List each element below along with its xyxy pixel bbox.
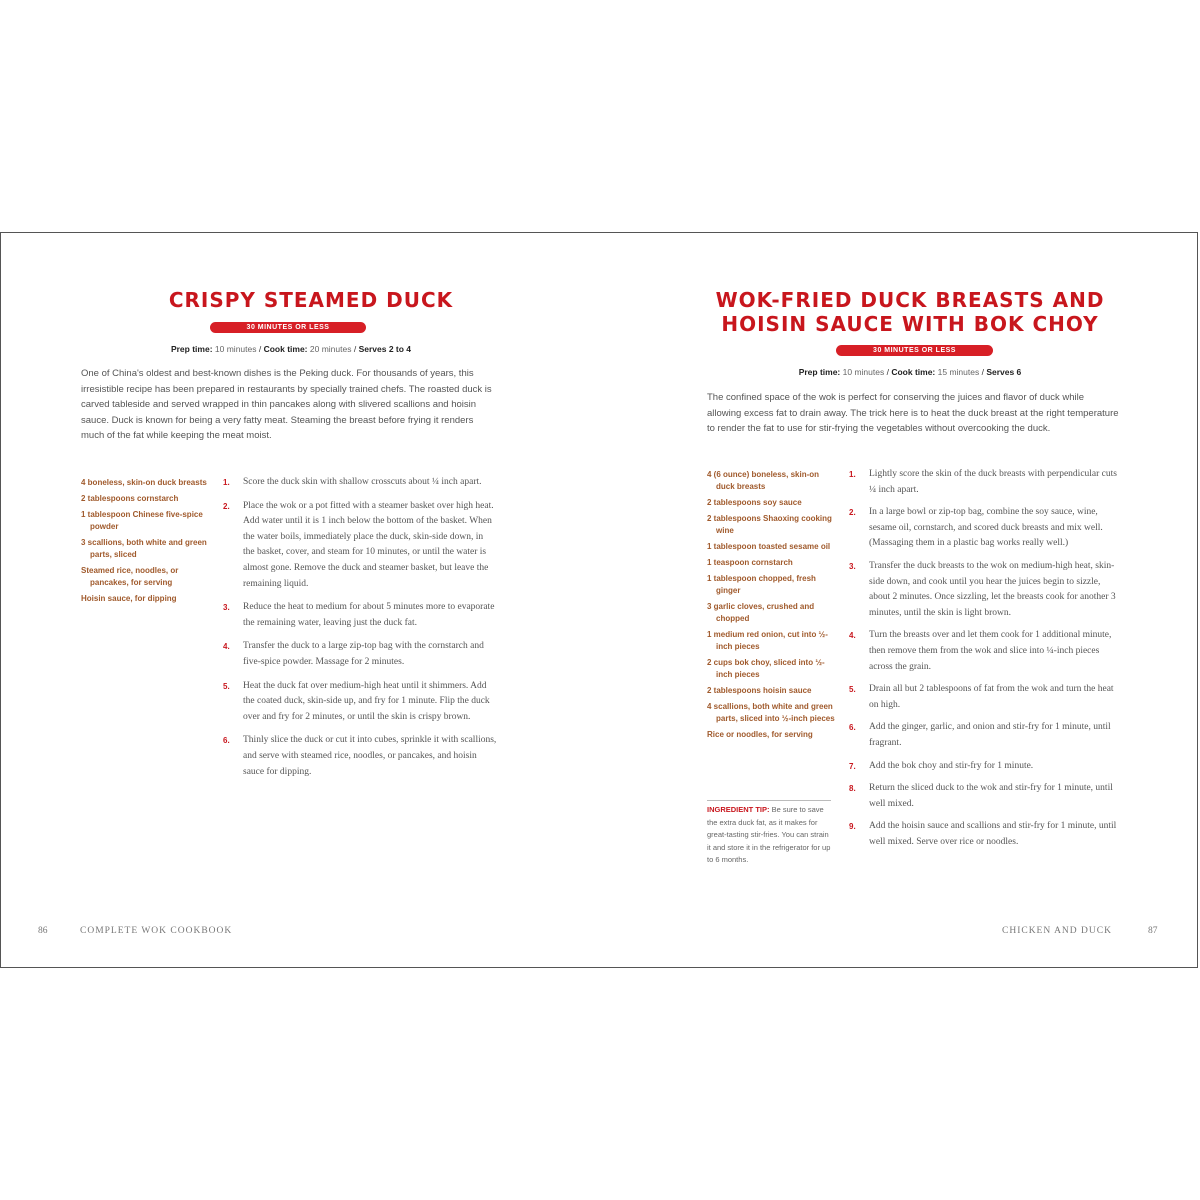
ingredient-list [81, 477, 211, 609]
step-number: 4. [223, 642, 230, 652]
step-item [223, 475, 497, 491]
recipe-intro: The confined space of the wok is perfect for conserving the juices and flavor of duck while allowing excess fat to drain away. The trick here is to heat the duck breast at the right temperature to render the fat to use for stir-frying the vegetables without overcooking the duck. [707, 392, 1119, 435]
recipe-title-line: HOISIN SAUCE WITH BOK CHOY [721, 312, 1099, 336]
step-text: Heat the duck fat over medium-high heat until it shimmers. Add the coated duck, skin-side up, and fry for 1 minute. Flip the duck over and fry for 2 minutes, or until the skin is crispy brown. [243, 680, 490, 722]
step-item [223, 600, 497, 631]
cook-label: Cook time: [891, 367, 936, 377]
step-item [849, 720, 1121, 751]
step-text: Lightly score the skin of the duck breasts with perpendicular cuts ¼ inch apart. [869, 469, 1117, 495]
left-page [1, 233, 600, 967]
step-number: 1. [849, 470, 856, 479]
right-page [600, 233, 1199, 967]
step-number: 3. [223, 603, 230, 613]
ingredient-item: 1 teaspoon cornstarch [707, 558, 793, 567]
ingredient-item: 2 tablespoons hoisin sauce [707, 686, 812, 695]
prep-label: Prep time: [798, 367, 841, 377]
step-item [223, 679, 497, 726]
book-spread [0, 232, 1198, 968]
ingredient-item: 4 (6 ounce) boneless, skin-on duck breasts [707, 470, 820, 491]
step-number: 7. [849, 761, 856, 771]
cook-value: 20 minutes [309, 344, 352, 354]
time-badge: 30 MINUTES OR LESS [836, 345, 993, 356]
step-text: Score the duck skin with shallow crosscuts about ¼ inch apart. [243, 477, 482, 487]
recipe-title-line: WOK-FRIED DUCK BREASTS AND [715, 288, 1105, 312]
page-number: 87 [1148, 926, 1158, 936]
ingredient-tip [707, 800, 833, 867]
ingredient-item: 2 tablespoons cornstarch [81, 494, 179, 503]
step-number: 1. [223, 478, 230, 487]
step-number: 2. [223, 501, 230, 511]
ingredient-item: 2 tablespoons soy sauce [707, 498, 802, 507]
step-text: Transfer the duck to a large zip-top bag with the cornstarch and five-spice powder. Massage for 2 minutes. [243, 641, 484, 667]
recipe-intro: One of China's oldest and best-known dishes is the Peking duck. For thousands of years, this irresistible recipe has been prepared in restaurants by specially trained chefs. The roasted duck is carved tableside and served wrapped in thin pancakes along with slivered scallions and hoisin sauce. Duck is known for being a very fatty meat. Steaming the breast before frying it renders much of the fat while keeping the meat moist. [81, 368, 492, 442]
step-text: Reduce the heat to medium for about 5 minutes more to evaporate the remaining water, leaving just the duck fat. [243, 602, 495, 628]
cook-label: Cook time: [263, 344, 308, 354]
recipe-meta: Prep time: 10 minutes / Cook time: 15 minutes / Serves 6 [798, 367, 1022, 377]
step-text: In a large bowl or zip-top bag, combine the soy sauce, wine, sesame oil, cornstarch, and scored duck breasts and mix well. (Massaging them in a plastic bag works really well.) [869, 507, 1103, 549]
step-item [223, 639, 497, 670]
ingredient-item: 1 tablespoon toasted sesame oil [707, 542, 831, 551]
step-number: 8. [849, 784, 856, 794]
step-item [849, 628, 1121, 675]
step-item [849, 759, 1121, 775]
step-list [223, 475, 497, 780]
step-number: 5. [223, 681, 230, 691]
step-text: Turn the breasts over and let them cook for 1 additional minute, then remove them from the wok and slice into ¼-inch pieces across the grain. [869, 630, 1112, 672]
prep-value: 10 minutes [214, 344, 257, 354]
ingredient-item: 1 tablespoon Chinese five-spice powder [81, 510, 203, 531]
step-item [849, 467, 1121, 498]
serves: Serves 2 to 4 [358, 344, 412, 354]
ingredient-item: Rice or noodles, for serving [707, 730, 813, 739]
step-text: Thinly slice the duck or cut it into cubes, sprinkle it with scallions, and serve with steamed rice, noodles, or pancakes, and hoisin sauce for dipping. [243, 735, 497, 777]
ingredient-item: 1 medium red onion, cut into ½-inch pieces [707, 630, 828, 651]
step-number: 6. [849, 723, 856, 733]
ingredient-item: 4 boneless, skin-on duck breasts [81, 478, 207, 487]
step-text: Add the ginger, garlic, and onion and stir-fry for 1 minute, until fragrant. [869, 722, 1111, 748]
serves: Serves 6 [986, 367, 1022, 377]
tip-label: INGREDIENT TIP: [707, 805, 770, 814]
tip-text: Be sure to save the extra duck fat, as it makes for great-tasting stir-fries. You can strain it and store it in the refrigerator for up to 6 months. [707, 805, 831, 864]
step-number: 4. [849, 631, 856, 641]
time-badge: 30 MINUTES OR LESS [210, 322, 366, 333]
ingredient-item: 4 scallions, both white and green parts, sliced into ½-inch pieces [707, 702, 835, 723]
step-item [849, 682, 1121, 713]
ingredient-list [707, 469, 837, 745]
step-text: Return the sliced duck to the wok and stir-fry for 1 minute, until well mixed. [869, 783, 1113, 809]
step-item [849, 505, 1121, 552]
prep-value: 10 minutes [842, 367, 885, 377]
tip-divider [707, 800, 831, 801]
step-text: Transfer the duck breasts to the wok on medium-high heat, skin-side down, and cook until you hear the juices begin to sizzle, about 2 minutes. Once sizzling, let the breasts cook for another 3 minutes, until the skin is light brown. [869, 560, 1116, 618]
step-text: Place the wok or a pot fitted with a steamer basket over high heat. Add water until it is 1 inch below the bottom of the basket. When the water boils, immediately place the duck, skin-side down, in the basket, cover, and steam for 10 minutes, or until the water is almost gone. Remove the duck and steamer basket, but leave the remaining liquid. [243, 500, 494, 589]
step-text: Drain all but 2 tablespoons of fat from the wok and turn the heat on high. [869, 684, 1114, 710]
step-number: 9. [849, 822, 856, 832]
step-item [849, 781, 1121, 812]
prep-label: Prep time: [170, 344, 213, 354]
step-number: 3. [849, 561, 856, 571]
step-number: 5. [849, 685, 856, 695]
running-head: COMPLETE WOK COOKBOOK [80, 926, 233, 936]
ingredient-item: Hoisin sauce, for dipping [81, 594, 177, 603]
step-list [849, 467, 1121, 850]
step-item [849, 559, 1121, 621]
running-head: CHICKEN AND DUCK [1002, 926, 1112, 936]
step-number: 2. [849, 508, 856, 518]
step-item [223, 499, 497, 593]
recipe-meta: Prep time: 10 minutes / Cook time: 20 minutes / Serves 2 to 4 [170, 344, 412, 354]
ingredient-item: 2 tablespoons Shaoxing cooking wine [707, 514, 832, 535]
step-text: Add the bok choy and stir-fry for 1 minute. [869, 760, 1034, 771]
ingredient-item: Steamed rice, noodles, or pancakes, for serving [81, 566, 179, 587]
step-text: Add the hoisin sauce and scallions and stir-fry for 1 minute, until well mixed. Serve over rice or noodles. [869, 821, 1117, 847]
ingredient-item: 1 tablespoon chopped, fresh ginger [707, 574, 816, 595]
cook-value: 15 minutes [937, 367, 980, 377]
step-number: 6. [223, 736, 230, 746]
ingredient-item: 3 scallions, both white and green parts, sliced [81, 538, 207, 559]
ingredient-item: 3 garlic cloves, crushed and chopped [707, 602, 815, 623]
page-number: 86 [38, 926, 48, 936]
recipe-title [690, 288, 1130, 336]
recipe-title: CRISPY STEAMED DUCK [168, 288, 454, 312]
step-item [849, 819, 1121, 850]
step-item [223, 733, 497, 780]
ingredient-item: 2 cups bok choy, sliced into ½-inch pieces [707, 658, 825, 679]
